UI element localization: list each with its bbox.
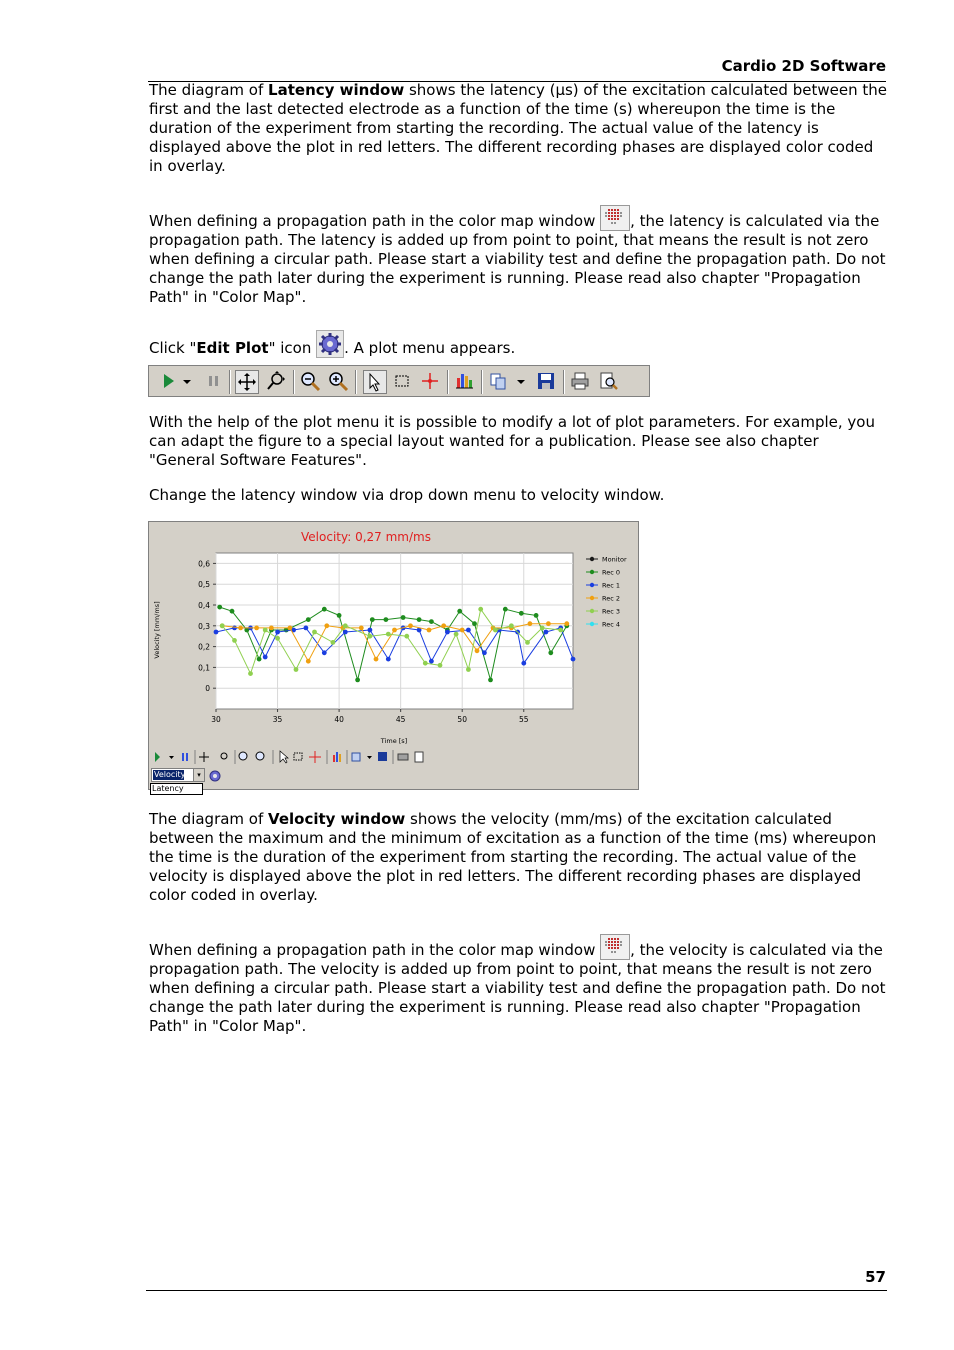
data-point-rec1: [521, 661, 526, 666]
dropdown-arrow-icon[interactable]: [181, 370, 193, 392]
data-point-rec2: [254, 626, 259, 631]
data-point-rec2: [528, 621, 533, 626]
data-point-rec2: [288, 626, 293, 631]
data-point-rec2: [546, 621, 551, 626]
zoom-in-icon[interactable]: [327, 370, 349, 392]
data-point-rec3: [220, 623, 225, 628]
data-point-rec2: [441, 623, 446, 628]
x-axis: [211, 709, 529, 724]
mini-save-icon[interactable]: [378, 752, 387, 761]
data-point-rec3: [275, 636, 280, 641]
data-point-rec0: [384, 617, 389, 622]
legend-label-rec0: Rec 0: [602, 568, 620, 577]
paragraph-velocity-window: The diagram of Velocity window shows the velocity (mm/ms) of the excitation calculated between the maximum and the minimum of excitation as a function of the time (ms) whereupon the time is the duration of the experiment from starting the recording. The actual value of the velocity is displayed above the plot in red letters. The different recording phases are displayed color coded in overlay.: [149, 810, 877, 904]
data-point-rec1: [232, 626, 237, 631]
data-point-rec3: [312, 630, 317, 635]
y-tick-label: 0,1: [198, 663, 210, 673]
data-point-rec0: [337, 613, 342, 618]
data-point-rec0: [401, 615, 406, 620]
data-point-rec1: [263, 655, 268, 660]
data-point-rec0: [503, 607, 508, 612]
data-point-rec1: [343, 630, 348, 635]
copy-icon[interactable]: [487, 370, 509, 392]
data-point-rec3: [343, 623, 348, 628]
legend-marker-rec2: [590, 596, 594, 600]
data-point-rec3: [232, 638, 237, 643]
paragraph-velocity-propagation: When defining a propagation path in the color map window , the velocity is calculated via the propagation path. The velocity is added up from point to point, that means the result is not zero when defining a circular path. Please start a viability test and define the propagation path. Do not change the path later during the experiment is running. Please read also chapter "Propagation Path" in "Color Map".: [149, 934, 889, 1036]
paragraph-latency-window: The diagram of Latency window shows the latency (µs) of the excitation calculated between the first and the last detected electrode as a function of the time (s) whereupon the time is the duration of the experiment from starting the recording. The actual value of the latency is displayed above the plot in red letters. The different recording phases are displayed color coded in overlay.: [149, 81, 887, 175]
mini-copy-dropdown-icon[interactable]: [367, 756, 372, 759]
mini-copy-icon[interactable]: [352, 753, 360, 761]
data-point-rec3: [466, 667, 471, 672]
data-point-rec0: [534, 613, 539, 618]
chevron-down-icon[interactable]: ▾: [193, 769, 204, 781]
data-point-rec1: [304, 626, 309, 631]
data-point-rec3: [493, 628, 498, 633]
y-tick-label: 0,3: [198, 621, 210, 631]
zoom-axis-icon[interactable]: [265, 370, 287, 392]
paragraph-plot-menu: With the help of the plot menu it is possible to modify a lot of plot parameters. For example, you can adapt the figure to a special layout wanted for a publication. Please see also chapter "General Software Features".: [149, 413, 875, 469]
data-point-rec3: [294, 667, 299, 672]
data-point-rec3: [248, 671, 253, 676]
mini-zoom-in-icon[interactable]: [256, 752, 264, 760]
zoom-out-icon[interactable]: [299, 370, 321, 392]
y-tick-label: 0,2: [198, 642, 210, 652]
legend: [586, 556, 627, 629]
legend-marker-monitor: [590, 557, 594, 561]
data-point-rec0: [472, 621, 477, 626]
velocity-chart: [149, 522, 638, 746]
dropdown-selected-value: Velocity: [154, 770, 186, 779]
data-point-rec1: [368, 628, 373, 633]
x-tick-label: 30: [211, 715, 221, 724]
data-point-rec0: [355, 678, 360, 683]
data-point-rec2: [306, 659, 311, 664]
legend-marker-rec1: [590, 583, 594, 587]
mini-zoom-out-icon[interactable]: [239, 752, 247, 760]
data-point-rec2: [564, 621, 569, 626]
data-point-rec2: [460, 628, 465, 633]
legend-label-monitor: Monitor: [602, 555, 627, 564]
select-rectangle-icon[interactable]: [391, 370, 413, 392]
color-map-icon: [600, 934, 630, 960]
mini-edit-plot-gear-icon[interactable]: [207, 768, 223, 782]
legend-label-rec4: Rec 4: [602, 620, 620, 629]
mini-pointer-icon[interactable]: [280, 751, 288, 763]
data-point-rec1: [466, 628, 471, 633]
data-point-rec1: [322, 650, 327, 655]
data-point-rec1: [445, 630, 450, 635]
data-point-rec1: [544, 630, 549, 635]
x-tick-label: 45: [395, 715, 406, 724]
data-point-rec0: [548, 650, 553, 655]
pointer-icon[interactable]: [363, 370, 387, 394]
paragraph-latency-propagation: When defining a propagation path in the color map window , the latency is calculated via the propagation path. The latency is added up from point to point, that means the result is not zero when defining a circular path. Please start a viability test and define the propagation path. Do not change the path later during the experiment is running. Please read also chapter "Propagation Path" in "Color Map".: [149, 205, 889, 307]
data-point-rec0: [322, 607, 327, 612]
paragraph-edit-plot: Click "Edit Plot" icon . A plot menu appears.: [149, 330, 889, 358]
page-header: Cardio 2D Software: [721, 57, 886, 75]
data-point-rec2: [374, 657, 379, 662]
data-point-rec1: [482, 650, 487, 655]
y-tick-label: 0,5: [198, 580, 210, 590]
edit-plot-gear-icon[interactable]: [316, 330, 344, 358]
chart-title: Velocity: 0,27 mm/ms: [301, 530, 431, 544]
legend-label-rec2: Rec 2: [602, 594, 620, 603]
pause-icon[interactable]: [203, 370, 225, 392]
data-point-rec0: [230, 609, 235, 614]
mini-select-icon[interactable]: [294, 753, 302, 760]
print-preview-icon[interactable]: [597, 370, 619, 392]
data-point-rec2: [238, 626, 243, 631]
data-point-rec3: [525, 640, 530, 645]
save-icon[interactable]: [535, 370, 557, 392]
mini-zoom-axis-icon[interactable]: [221, 753, 227, 759]
data-point-rec1: [571, 657, 576, 662]
legend-marker-rec0: [590, 570, 594, 574]
x-tick-label: 35: [272, 715, 283, 724]
mini-dropdown-icon[interactable]: [169, 756, 174, 759]
data-point-rec3: [368, 634, 373, 639]
data-point-rec0: [417, 617, 422, 622]
legend-label-rec1: Rec 1: [602, 581, 620, 590]
data-point-rec2: [427, 628, 432, 633]
chart-properties-icon[interactable]: [453, 370, 475, 392]
data-point-rec3: [454, 632, 459, 637]
copy-dropdown-arrow-icon[interactable]: [515, 370, 527, 392]
data-point-rec3: [263, 628, 268, 633]
data-point-rec0: [306, 617, 311, 622]
data-point-rec3: [404, 634, 409, 639]
mini-print-icon[interactable]: [398, 754, 408, 760]
data-point-rec0: [429, 619, 434, 624]
data-point-rec3: [438, 663, 443, 668]
dropdown-option-latency[interactable]: Latency: [150, 783, 203, 795]
x-tick-label: 40: [334, 715, 344, 724]
data-point-rec2: [269, 626, 274, 631]
x-tick-label: 50: [457, 715, 467, 724]
mini-chart-properties-icon[interactable]: [333, 752, 341, 762]
data-point-rec0: [488, 678, 493, 683]
mini-play-icon[interactable]: [155, 752, 160, 762]
data-point-rec3: [331, 640, 336, 645]
play-icon[interactable]: [157, 370, 179, 392]
data-point-rec2: [392, 628, 397, 633]
mini-pan-icon[interactable]: [199, 752, 209, 762]
y-axis: [198, 559, 216, 693]
data-point-rec0: [257, 657, 262, 662]
mini-pause-icon[interactable]: [182, 753, 188, 761]
data-point-rec3: [509, 623, 514, 628]
plot-menu-toolbar: [148, 365, 650, 397]
data-point-rec1: [214, 630, 219, 635]
data-point-rec1: [429, 659, 434, 664]
legend-marker-rec3: [590, 609, 594, 613]
paragraph-change-window: Change the latency window via drop down menu to velocity window.: [149, 486, 665, 504]
legend-label-rec3: Rec 3: [602, 607, 620, 616]
y-tick-label: 0,4: [198, 601, 210, 610]
data-point-rec1: [275, 630, 280, 635]
velocity-chart-window: [148, 521, 639, 790]
crosshair-icon[interactable]: [419, 370, 441, 392]
mini-print-preview-icon[interactable]: [415, 752, 423, 762]
footer-rule: [146, 1290, 887, 1291]
data-point-rec1: [386, 657, 391, 662]
legend-marker-rec4: [590, 622, 594, 626]
data-point-rec2: [359, 626, 364, 631]
x-axis-label: Time [s]: [380, 737, 408, 745]
mini-crosshair-icon[interactable]: [309, 751, 321, 763]
data-point-rec2: [475, 648, 480, 653]
data-point-rec0: [370, 617, 375, 622]
data-point-rec0: [457, 609, 462, 614]
data-point-rec0: [519, 611, 524, 616]
x-tick-label: 55: [518, 715, 529, 724]
data-point-rec3: [386, 632, 391, 637]
data-point-rec3: [478, 607, 483, 612]
data-point-rec2: [324, 623, 329, 628]
pan-icon[interactable]: [235, 370, 259, 394]
print-icon[interactable]: [569, 370, 591, 392]
mini-plot-toolbar: [149, 748, 638, 766]
data-point-rec2: [408, 623, 413, 628]
y-tick-label: 0,6: [198, 559, 210, 569]
data-point-rec3: [540, 626, 545, 631]
y-axis-label: Velocity [mm/ms]: [153, 601, 161, 659]
page-number: 57: [865, 1268, 886, 1286]
y-tick-label: 0: [205, 684, 210, 694]
color-map-icon: [600, 205, 630, 231]
data-point-rec3: [558, 628, 563, 633]
window-type-dropdown[interactable]: [151, 768, 205, 782]
data-point-rec0: [217, 605, 222, 610]
data-point-rec3: [423, 661, 428, 666]
